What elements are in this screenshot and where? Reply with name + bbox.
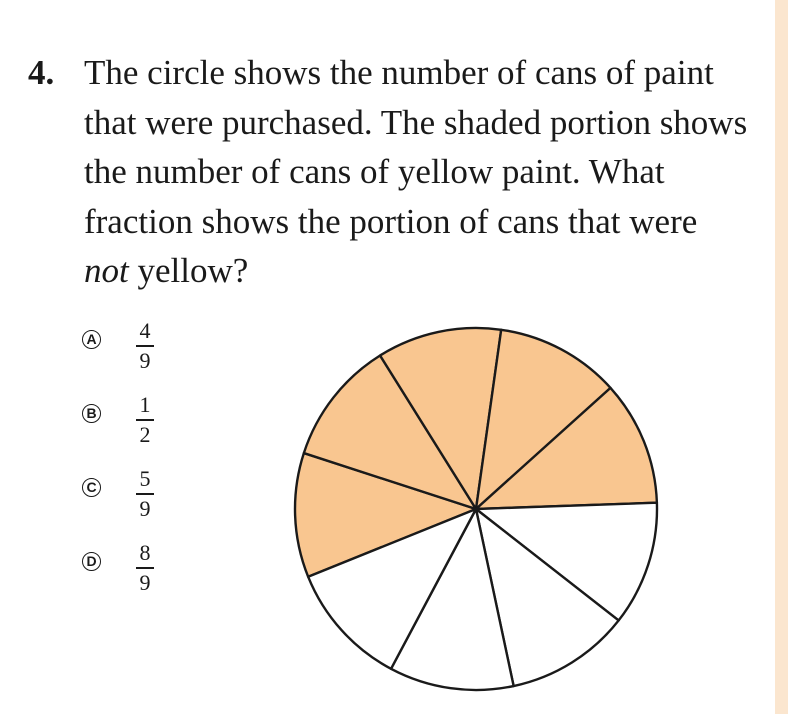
- option-a-denominator: 9: [139, 347, 151, 373]
- question-text-end: yellow?: [128, 251, 249, 290]
- option-b-bubble[interactable]: B: [82, 404, 101, 423]
- option-a-fraction: [133, 320, 157, 372]
- question-text: [84, 48, 748, 296]
- option-d[interactable]: [82, 542, 202, 616]
- question-number: 4.: [28, 53, 55, 92]
- fraction-bar: [136, 493, 154, 495]
- fraction-bar: [136, 419, 154, 421]
- pie-diagram: [290, 325, 662, 697]
- question-text-start: The circle shows the number of cans of paint that were purchased. The shaded portion shows the number of cans of yellow paint. What fraction shows the portion of cans that were: [84, 53, 748, 241]
- side-bar: [775, 0, 788, 714]
- option-d-denominator: 9: [139, 569, 151, 595]
- option-d-bubble[interactable]: D: [82, 552, 101, 571]
- option-a[interactable]: [82, 320, 202, 394]
- option-c-fraction: [133, 468, 157, 520]
- option-b-denominator: 2: [139, 421, 151, 447]
- option-d-fraction: [133, 542, 157, 594]
- fraction-bar: [136, 567, 154, 569]
- option-c-bubble[interactable]: C: [82, 478, 101, 497]
- option-a-numerator: 4: [139, 318, 151, 343]
- option-a-bubble[interactable]: A: [82, 330, 101, 349]
- option-c-denominator: 9: [139, 495, 151, 521]
- option-c[interactable]: [82, 468, 202, 542]
- question-emphasis: not: [84, 251, 129, 290]
- option-b-fraction: [133, 394, 157, 446]
- option-b-numerator: 1: [139, 392, 151, 417]
- answer-options: [82, 320, 202, 616]
- option-b[interactable]: [82, 394, 202, 468]
- fraction-bar: [136, 345, 154, 347]
- question: [28, 48, 748, 296]
- option-d-numerator: 8: [139, 540, 151, 565]
- option-c-numerator: 5: [139, 466, 151, 491]
